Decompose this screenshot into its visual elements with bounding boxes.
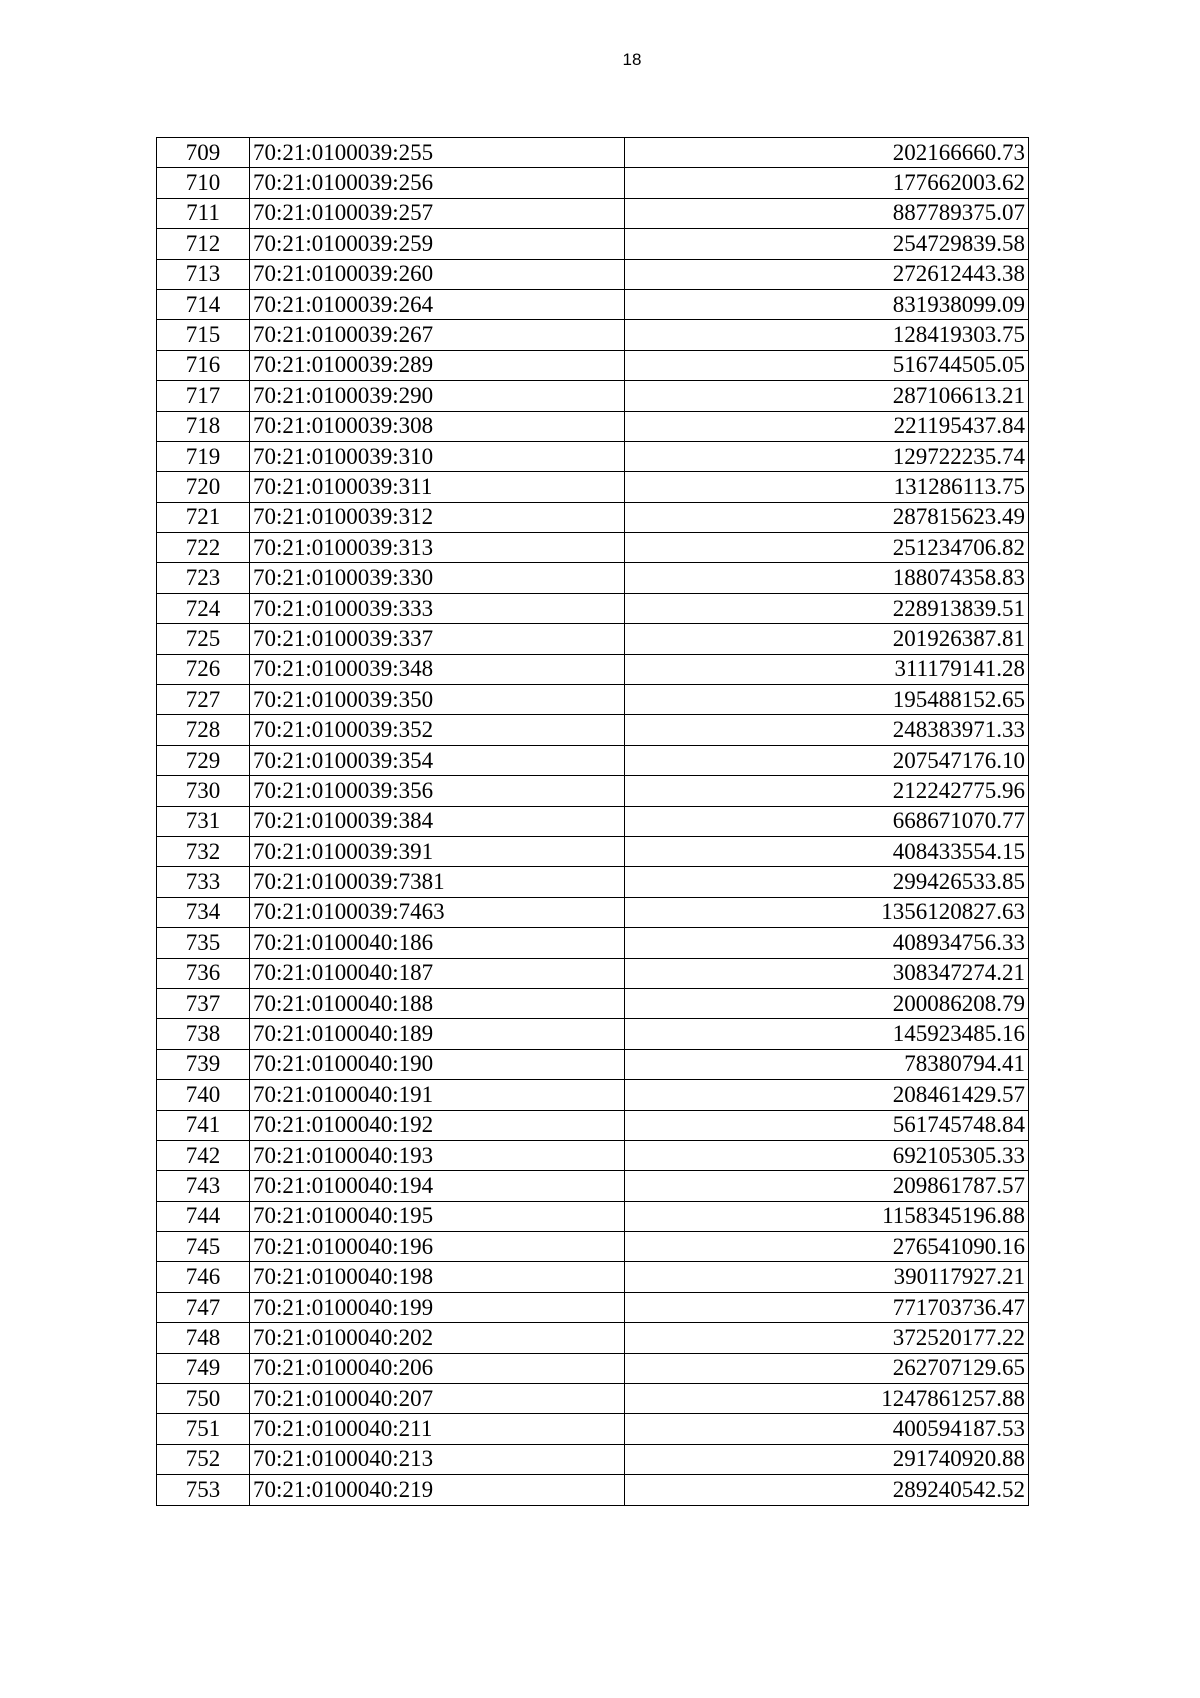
- cadastral-number-cell: 70:21:0100039:290: [250, 381, 625, 411]
- cadastral-value-cell: 254729839.58: [625, 229, 1029, 259]
- cadastral-number-cell: 70:21:0100040:196: [250, 1232, 625, 1262]
- cadastral-number-cell: 70:21:0100039:354: [250, 745, 625, 775]
- cadastral-value-cell: 887789375.07: [625, 198, 1029, 228]
- row-number-cell: 732: [157, 836, 250, 866]
- cadastral-value-cell: 561745748.84: [625, 1110, 1029, 1140]
- cadastral-value-cell: 291740920.88: [625, 1444, 1029, 1474]
- table-row: [157, 411, 1029, 441]
- row-number-cell: 752: [157, 1444, 250, 1474]
- cadastral-number-cell: 70:21:0100039:311: [250, 472, 625, 502]
- cadastral-number-cell: 70:21:0100039:7463: [250, 897, 625, 927]
- cadastral-value-cell: 221195437.84: [625, 411, 1029, 441]
- row-number-cell: 729: [157, 745, 250, 775]
- table-row: [157, 533, 1029, 563]
- cadastral-number-cell: 70:21:0100039:312: [250, 502, 625, 532]
- cadastral-number-cell: 70:21:0100039:256: [250, 168, 625, 198]
- cadastral-number-cell: 70:21:0100040:191: [250, 1080, 625, 1110]
- row-number-cell: 739: [157, 1049, 250, 1079]
- table-row: [157, 1019, 1029, 1049]
- row-number-cell: 722: [157, 533, 250, 563]
- cadastral-number-cell: 70:21:0100039:384: [250, 806, 625, 836]
- cadastral-number-cell: 70:21:0100040:189: [250, 1019, 625, 1049]
- cadastral-number-cell: 70:21:0100040:219: [250, 1475, 625, 1505]
- table-row: [157, 563, 1029, 593]
- cadastral-value-cell: 287815623.49: [625, 502, 1029, 532]
- cadastral-value-table: [156, 137, 1029, 1506]
- cadastral-value-cell: 400594187.53: [625, 1414, 1029, 1444]
- table-row: [157, 1323, 1029, 1353]
- table-row: [157, 1080, 1029, 1110]
- table-row: [157, 1201, 1029, 1231]
- table-row: [157, 836, 1029, 866]
- cadastral-value-cell: 202166660.73: [625, 138, 1029, 168]
- cadastral-value-cell: 287106613.21: [625, 381, 1029, 411]
- row-number-cell: 710: [157, 168, 250, 198]
- table-row: [157, 229, 1029, 259]
- cadastral-number-cell: 70:21:0100040:193: [250, 1140, 625, 1170]
- page-number: 18: [622, 50, 642, 69]
- cadastral-value-cell: 771703736.47: [625, 1292, 1029, 1322]
- row-number-cell: 735: [157, 928, 250, 958]
- cadastral-number-cell: 70:21:0100039:255: [250, 138, 625, 168]
- cadastral-value-cell: 831938099.09: [625, 289, 1029, 319]
- row-number-cell: 741: [157, 1110, 250, 1140]
- cadastral-number-cell: 70:21:0100039:289: [250, 350, 625, 380]
- row-number-cell: 744: [157, 1201, 250, 1231]
- row-number-cell: 748: [157, 1323, 250, 1353]
- cadastral-value-cell: 129722235.74: [625, 441, 1029, 471]
- cadastral-value-cell: 408433554.15: [625, 836, 1029, 866]
- cadastral-value-cell: 188074358.83: [625, 563, 1029, 593]
- row-number-cell: 716: [157, 350, 250, 380]
- row-number-cell: 723: [157, 563, 250, 593]
- cadastral-value-cell: 228913839.51: [625, 593, 1029, 623]
- table-row: [157, 806, 1029, 836]
- row-number-cell: 747: [157, 1292, 250, 1322]
- row-number-cell: 724: [157, 593, 250, 623]
- cadastral-value-cell: 276541090.16: [625, 1232, 1029, 1262]
- cadastral-value-cell: 200086208.79: [625, 988, 1029, 1018]
- table-row: [157, 897, 1029, 927]
- cadastral-value-cell: 516744505.05: [625, 350, 1029, 380]
- table-row: [157, 593, 1029, 623]
- cadastral-value-cell: 251234706.82: [625, 533, 1029, 563]
- table-row: [157, 776, 1029, 806]
- cadastral-number-cell: 70:21:0100040:199: [250, 1292, 625, 1322]
- table-row: [157, 1475, 1029, 1505]
- cadastral-value-cell: 262707129.65: [625, 1353, 1029, 1383]
- row-number-cell: 720: [157, 472, 250, 502]
- row-number-cell: 737: [157, 988, 250, 1018]
- table-row: [157, 1110, 1029, 1140]
- table-row: [157, 1232, 1029, 1262]
- cadastral-number-cell: 70:21:0100039:391: [250, 836, 625, 866]
- cadastral-value-cell: 692105305.33: [625, 1140, 1029, 1170]
- table-row: [157, 867, 1029, 897]
- table-row: [157, 1262, 1029, 1292]
- cadastral-number-cell: 70:21:0100039:337: [250, 624, 625, 654]
- cadastral-number-cell: 70:21:0100040:187: [250, 958, 625, 988]
- cadastral-number-cell: 70:21:0100040:198: [250, 1262, 625, 1292]
- row-number-cell: 712: [157, 229, 250, 259]
- cadastral-number-cell: 70:21:0100040:190: [250, 1049, 625, 1079]
- cadastral-value-cell: 248383971.33: [625, 715, 1029, 745]
- table-row: [157, 320, 1029, 350]
- table-row: [157, 988, 1029, 1018]
- table-row: [157, 502, 1029, 532]
- row-number-cell: 742: [157, 1140, 250, 1170]
- table-row: [157, 1353, 1029, 1383]
- table-row: [157, 1414, 1029, 1444]
- table-row: [157, 1444, 1029, 1474]
- cadastral-number-cell: 70:21:0100039:267: [250, 320, 625, 350]
- cadastral-value-cell: 311179141.28: [625, 654, 1029, 684]
- cadastral-number-cell: 70:21:0100039:356: [250, 776, 625, 806]
- table-row: [157, 1292, 1029, 1322]
- row-number-cell: 728: [157, 715, 250, 745]
- row-number-cell: 731: [157, 806, 250, 836]
- cadastral-value-cell: 78380794.41: [625, 1049, 1029, 1079]
- cadastral-number-cell: 70:21:0100039:7381: [250, 867, 625, 897]
- cadastral-value-cell: 128419303.75: [625, 320, 1029, 350]
- table-row: [157, 350, 1029, 380]
- row-number-cell: 714: [157, 289, 250, 319]
- row-number-cell: 753: [157, 1475, 250, 1505]
- table-row: [157, 715, 1029, 745]
- table-row: [157, 138, 1029, 168]
- row-number-cell: 730: [157, 776, 250, 806]
- table-row: [157, 654, 1029, 684]
- cadastral-number-cell: 70:21:0100039:259: [250, 229, 625, 259]
- row-number-cell: 738: [157, 1019, 250, 1049]
- row-number-cell: 736: [157, 958, 250, 988]
- table-row: [157, 381, 1029, 411]
- cadastral-value-cell: 207547176.10: [625, 745, 1029, 775]
- row-number-cell: 711: [157, 198, 250, 228]
- cadastral-number-cell: 70:21:0100039:257: [250, 198, 625, 228]
- table-row: [157, 958, 1029, 988]
- table-row: [157, 168, 1029, 198]
- cadastral-value-cell: 145923485.16: [625, 1019, 1029, 1049]
- table-row: [157, 1049, 1029, 1079]
- cadastral-value-cell: 131286113.75: [625, 472, 1029, 502]
- table-row: [157, 198, 1029, 228]
- table-row: [157, 259, 1029, 289]
- table-body: [157, 138, 1029, 1506]
- row-number-cell: 751: [157, 1414, 250, 1444]
- cadastral-value-cell: 212242775.96: [625, 776, 1029, 806]
- cadastral-number-cell: 70:21:0100040:186: [250, 928, 625, 958]
- table-row: [157, 472, 1029, 502]
- row-number-cell: 718: [157, 411, 250, 441]
- cadastral-value-cell: 201926387.81: [625, 624, 1029, 654]
- table-row: [157, 685, 1029, 715]
- cadastral-number-cell: 70:21:0100040:211: [250, 1414, 625, 1444]
- cadastral-number-cell: 70:21:0100040:195: [250, 1201, 625, 1231]
- cadastral-number-cell: 70:21:0100039:308: [250, 411, 625, 441]
- cadastral-number-cell: 70:21:0100039:333: [250, 593, 625, 623]
- cadastral-value-cell: 372520177.22: [625, 1323, 1029, 1353]
- cadastral-value-cell: 209861787.57: [625, 1171, 1029, 1201]
- cadastral-number-cell: 70:21:0100039:350: [250, 685, 625, 715]
- cadastral-value-cell: 299426533.85: [625, 867, 1029, 897]
- cadastral-number-cell: 70:21:0100040:192: [250, 1110, 625, 1140]
- table-row: [157, 289, 1029, 319]
- row-number-cell: 719: [157, 441, 250, 471]
- cadastral-number-cell: 70:21:0100040:206: [250, 1353, 625, 1383]
- row-number-cell: 740: [157, 1080, 250, 1110]
- cadastral-number-cell: 70:21:0100039:352: [250, 715, 625, 745]
- table-row: [157, 624, 1029, 654]
- cadastral-number-cell: 70:21:0100040:207: [250, 1384, 625, 1414]
- cadastral-value-cell: 390117927.21: [625, 1262, 1029, 1292]
- row-number-cell: 745: [157, 1232, 250, 1262]
- cadastral-number-cell: 70:21:0100039:264: [250, 289, 625, 319]
- row-number-cell: 715: [157, 320, 250, 350]
- row-number-cell: 746: [157, 1262, 250, 1292]
- row-number-cell: 734: [157, 897, 250, 927]
- row-number-cell: 726: [157, 654, 250, 684]
- cadastral-value-cell: 1247861257.88: [625, 1384, 1029, 1414]
- table-row: [157, 1171, 1029, 1201]
- row-number-cell: 727: [157, 685, 250, 715]
- cadastral-value-cell: 408934756.33: [625, 928, 1029, 958]
- row-number-cell: 717: [157, 381, 250, 411]
- cadastral-number-cell: 70:21:0100039:310: [250, 441, 625, 471]
- row-number-cell: 750: [157, 1384, 250, 1414]
- cadastral-value-cell: 308347274.21: [625, 958, 1029, 988]
- row-number-cell: 749: [157, 1353, 250, 1383]
- cadastral-number-cell: 70:21:0100039:260: [250, 259, 625, 289]
- row-number-cell: 713: [157, 259, 250, 289]
- cadastral-value-cell: 195488152.65: [625, 685, 1029, 715]
- table-row: [157, 1140, 1029, 1170]
- cadastral-value-table-wrap: [156, 137, 1029, 1506]
- row-number-cell: 721: [157, 502, 250, 532]
- cadastral-value-cell: 1158345196.88: [625, 1201, 1029, 1231]
- table-row: [157, 745, 1029, 775]
- cadastral-value-cell: 668671070.77: [625, 806, 1029, 836]
- cadastral-number-cell: 70:21:0100040:188: [250, 988, 625, 1018]
- cadastral-value-cell: 177662003.62: [625, 168, 1029, 198]
- cadastral-number-cell: 70:21:0100040:202: [250, 1323, 625, 1353]
- cadastral-value-cell: 208461429.57: [625, 1080, 1029, 1110]
- cadastral-value-cell: 272612443.38: [625, 259, 1029, 289]
- row-number-cell: 725: [157, 624, 250, 654]
- row-number-cell: 709: [157, 138, 250, 168]
- cadastral-number-cell: 70:21:0100039:313: [250, 533, 625, 563]
- table-row: [157, 1384, 1029, 1414]
- cadastral-number-cell: 70:21:0100039:348: [250, 654, 625, 684]
- cadastral-value-cell: 1356120827.63: [625, 897, 1029, 927]
- cadastral-number-cell: 70:21:0100040:194: [250, 1171, 625, 1201]
- row-number-cell: 733: [157, 867, 250, 897]
- table-row: [157, 441, 1029, 471]
- row-number-cell: 743: [157, 1171, 250, 1201]
- cadastral-value-cell: 289240542.52: [625, 1475, 1029, 1505]
- cadastral-number-cell: 70:21:0100040:213: [250, 1444, 625, 1474]
- table-row: [157, 928, 1029, 958]
- cadastral-number-cell: 70:21:0100039:330: [250, 563, 625, 593]
